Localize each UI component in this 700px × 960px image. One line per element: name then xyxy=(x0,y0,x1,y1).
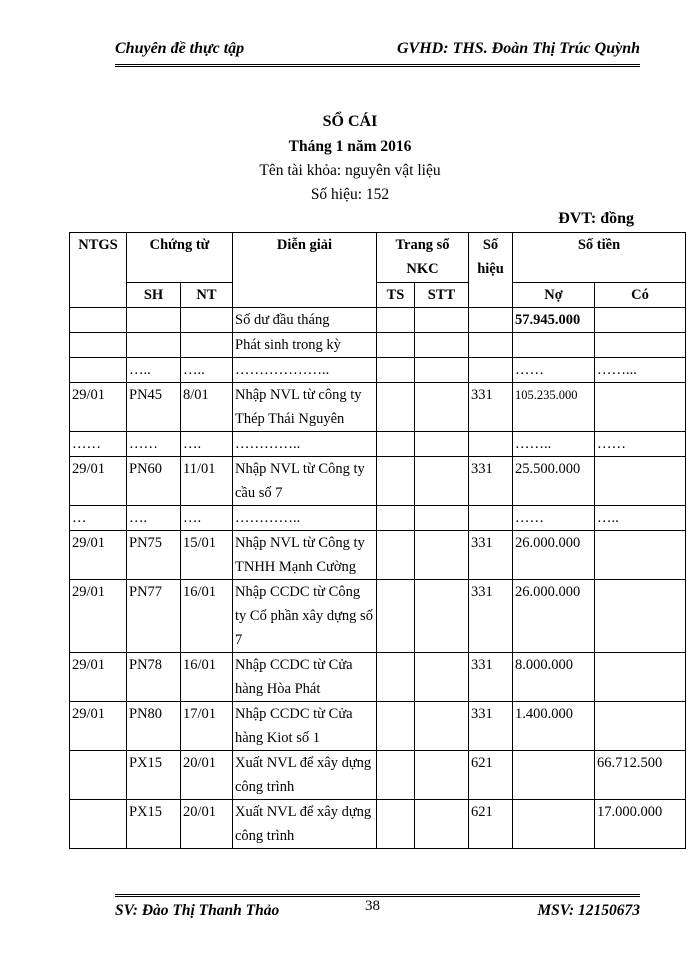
col-sh: SH xyxy=(127,283,181,308)
cell-ts xyxy=(377,506,415,531)
cell-so-hieu: 331 xyxy=(469,457,513,506)
cell-dien-giai: ……………….. xyxy=(233,358,377,383)
footer-rule xyxy=(115,894,640,897)
cell-no xyxy=(513,800,595,849)
footer-student-id: MSV: 12150673 xyxy=(537,902,640,919)
cell-sh: PN77 xyxy=(127,580,181,653)
cell-nt: 16/01 xyxy=(181,653,233,702)
cell-so-hieu: 621 xyxy=(469,800,513,849)
ledger-table xyxy=(69,232,686,849)
cell-sh xyxy=(127,333,181,358)
footer-student: SV: Đào Thị Thanh Thảo xyxy=(115,902,280,919)
table-row xyxy=(70,580,686,653)
cell-co xyxy=(595,333,686,358)
cell-ntgs xyxy=(70,333,127,358)
cell-stt xyxy=(415,506,469,531)
cell-dien-giai: Số dư đầu tháng xyxy=(233,308,377,333)
cell-co xyxy=(595,653,686,702)
cell-so-hieu: 331 xyxy=(469,383,513,432)
table-row xyxy=(70,308,686,333)
table-row xyxy=(70,506,686,531)
cell-ts xyxy=(377,702,415,751)
cell-ntgs: 29/01 xyxy=(70,531,127,580)
cell-ts xyxy=(377,751,415,800)
cell-co xyxy=(595,580,686,653)
cell-sh: PN80 xyxy=(127,702,181,751)
table-row xyxy=(70,531,686,580)
cell-ntgs xyxy=(70,358,127,383)
cell-dien-giai: Xuất NVL để xây dựng công trình xyxy=(233,800,377,849)
cell-stt xyxy=(415,800,469,849)
cell-no xyxy=(513,333,595,358)
table-row xyxy=(70,653,686,702)
cell-co xyxy=(595,457,686,506)
cell-so-hieu: 331 xyxy=(469,653,513,702)
cell-so-hieu: 331 xyxy=(469,580,513,653)
cell-ntgs xyxy=(70,751,127,800)
cell-no: 1.400.000 xyxy=(513,702,595,751)
cell-ntgs: … xyxy=(70,506,127,531)
table-row xyxy=(70,383,686,432)
table-row xyxy=(70,751,686,800)
cell-ts xyxy=(377,531,415,580)
cell-no: …… xyxy=(513,358,595,383)
table-row xyxy=(70,457,686,506)
cell-sh: PX15 xyxy=(127,751,181,800)
cell-no: 8.000.000 xyxy=(513,653,595,702)
cell-no: …….. xyxy=(513,432,595,457)
cell-stt xyxy=(415,308,469,333)
cell-ntgs xyxy=(70,800,127,849)
cell-stt xyxy=(415,432,469,457)
ledger-period: Tháng 1 năm 2016 xyxy=(288,138,412,155)
cell-nt: 15/01 xyxy=(181,531,233,580)
cell-sh: PN60 xyxy=(127,457,181,506)
cell-no: 57.945.000 xyxy=(513,308,595,333)
header-left: Chuyên đề thực tập xyxy=(115,40,245,57)
cell-sh: PX15 xyxy=(127,800,181,849)
cell-ts xyxy=(377,308,415,333)
cell-dien-giai: Nhập NVL từ Công ty cầu số 7 xyxy=(233,457,377,506)
cell-stt xyxy=(415,751,469,800)
cell-sh: …. xyxy=(127,506,181,531)
cell-so-hieu xyxy=(469,308,513,333)
col-so-hieu: Số hiệu xyxy=(469,233,513,308)
cell-nt: 8/01 xyxy=(181,383,233,432)
cell-co: ….. xyxy=(595,506,686,531)
cell-dien-giai: Nhập NVL từ công ty Thép Thái Nguyên xyxy=(233,383,377,432)
cell-so-hieu xyxy=(469,333,513,358)
header-rule xyxy=(115,64,640,67)
cell-no: 26.000.000 xyxy=(513,531,595,580)
cell-no: 105.235.000 xyxy=(513,383,595,432)
col-nt: NT xyxy=(181,283,233,308)
cell-so-hieu: 621 xyxy=(469,751,513,800)
table-row xyxy=(70,432,686,457)
cell-stt xyxy=(415,702,469,751)
cell-nt: …. xyxy=(181,506,233,531)
page-number: 38 xyxy=(365,898,380,914)
cell-so-hieu xyxy=(469,506,513,531)
cell-ntgs: 29/01 xyxy=(70,702,127,751)
cell-co: 17.000.000 xyxy=(595,800,686,849)
cell-nt: 20/01 xyxy=(181,800,233,849)
col-no: Nợ xyxy=(513,283,595,308)
cell-nt xyxy=(181,308,233,333)
cell-nt: …. xyxy=(181,432,233,457)
cell-no xyxy=(513,751,595,800)
cell-co xyxy=(595,383,686,432)
cell-co xyxy=(595,702,686,751)
cell-dien-giai: Nhập CCDC từ Công ty Cổ phần xây dựng số 7 xyxy=(233,580,377,653)
cell-stt xyxy=(415,457,469,506)
col-stt: STT xyxy=(415,283,469,308)
cell-co xyxy=(595,531,686,580)
cell-dien-giai: Nhập CCDC từ Cửa hàng Kiot số 1 xyxy=(233,702,377,751)
table-row xyxy=(70,333,686,358)
col-chung-tu: Chứng từ xyxy=(127,233,233,283)
cell-co: …… xyxy=(595,432,686,457)
cell-co xyxy=(595,308,686,333)
cell-ntgs: …… xyxy=(70,432,127,457)
cell-sh: PN78 xyxy=(127,653,181,702)
table-row xyxy=(70,800,686,849)
cell-co: ……... xyxy=(595,358,686,383)
cell-so-hieu xyxy=(469,432,513,457)
cell-nt: ….. xyxy=(181,358,233,383)
col-ntgs: NTGS xyxy=(70,233,127,308)
cell-nt: 11/01 xyxy=(181,457,233,506)
cell-co: 66.712.500 xyxy=(595,751,686,800)
col-dien-giai: Diễn giải xyxy=(233,233,377,308)
cell-ts xyxy=(377,800,415,849)
page-header xyxy=(115,40,640,62)
col-co: Có xyxy=(595,283,686,308)
cell-sh xyxy=(127,308,181,333)
cell-sh: ….. xyxy=(127,358,181,383)
cell-nt xyxy=(181,333,233,358)
cell-ts xyxy=(377,358,415,383)
unit-label: ĐVT: đồng xyxy=(558,210,634,227)
col-trang-so: Trang sổ NKC xyxy=(377,233,469,283)
cell-stt xyxy=(415,653,469,702)
cell-ntgs: 29/01 xyxy=(70,653,127,702)
table-row xyxy=(70,702,686,751)
cell-no: …… xyxy=(513,506,595,531)
col-so-tien: Số tiền xyxy=(513,233,686,283)
cell-dien-giai: Nhập NVL từ Công ty TNHH Mạnh Cường xyxy=(233,531,377,580)
cell-dien-giai: ………….. xyxy=(233,432,377,457)
cell-sh: …… xyxy=(127,432,181,457)
ledger-title: SỔ CÁI xyxy=(322,113,378,130)
page-footer xyxy=(115,898,640,924)
cell-dien-giai: Phát sinh trong kỳ xyxy=(233,333,377,358)
cell-ntgs: 29/01 xyxy=(70,580,127,653)
cell-nt: 16/01 xyxy=(181,580,233,653)
col-ts: TS xyxy=(377,283,415,308)
cell-stt xyxy=(415,383,469,432)
cell-stt xyxy=(415,333,469,358)
cell-stt xyxy=(415,531,469,580)
cell-ntgs: 29/01 xyxy=(70,383,127,432)
cell-sh: PN75 xyxy=(127,531,181,580)
cell-nt: 20/01 xyxy=(181,751,233,800)
cell-ts xyxy=(377,383,415,432)
cell-stt xyxy=(415,580,469,653)
table-row xyxy=(70,358,686,383)
cell-so-hieu xyxy=(469,358,513,383)
cell-dien-giai: Nhập CCDC từ Cửa hàng Hòa Phát xyxy=(233,653,377,702)
cell-ts xyxy=(377,653,415,702)
cell-ts xyxy=(377,432,415,457)
cell-dien-giai: ………….. xyxy=(233,506,377,531)
cell-ntgs: 29/01 xyxy=(70,457,127,506)
cell-no: 25.500.000 xyxy=(513,457,595,506)
cell-so-hieu: 331 xyxy=(469,702,513,751)
cell-ts xyxy=(377,580,415,653)
cell-so-hieu: 331 xyxy=(469,531,513,580)
cell-sh: PN45 xyxy=(127,383,181,432)
cell-ntgs xyxy=(70,308,127,333)
cell-ts xyxy=(377,457,415,506)
cell-nt: 17/01 xyxy=(181,702,233,751)
header-right: GVHD: THS. Đoàn Thị Trúc Quỳnh xyxy=(397,40,640,57)
cell-no: 26.000.000 xyxy=(513,580,595,653)
cell-dien-giai: Xuất NVL để xây dựng công trình xyxy=(233,751,377,800)
cell-ts xyxy=(377,333,415,358)
cell-stt xyxy=(415,358,469,383)
account-name: Tên tài khỏa: nguyên vật liệu xyxy=(259,162,441,179)
account-number: Số hiệu: 152 xyxy=(310,186,390,203)
